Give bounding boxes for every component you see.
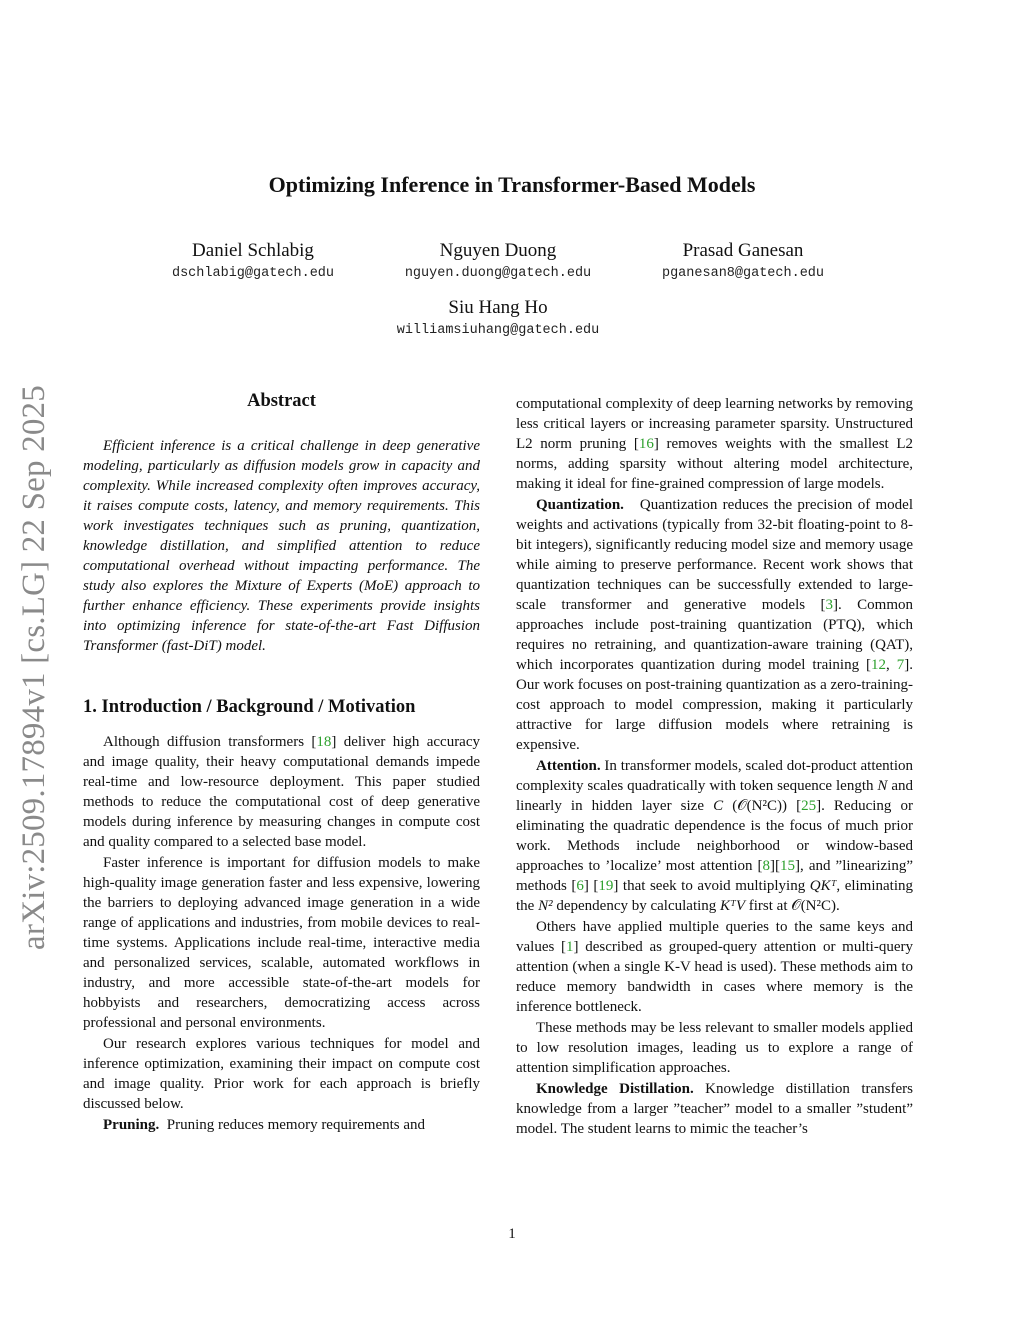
- author-email: williamsiuhang@gatech.edu: [396, 323, 600, 338]
- author-name: Daniel Schlabig: [192, 240, 314, 261]
- author-email: dschlabig@gatech.edu: [171, 266, 335, 281]
- citation-link[interactable]: 3: [825, 597, 833, 613]
- citation-link[interactable]: 15: [780, 858, 796, 874]
- quantization-paragraph: Quantization. Quantization reduces the precision of model weights and activations (typically from 32-bit floating-point to 8-bit integers), significantly reducing model size and memory usage while aiming to preserve performance. Recent work shows that quantization techniques can be successfully extended to large-scale transformer and generative models [3]. Common approaches include post-training quantization (PTQ), which requires no retraining, and quantization-aware training (QAT), which incorporates quantization during model training [12, 7]. Our work focuses on post-training quantization as a zero-training-cost approach to model compression, making it particularly attractive for large diffusion models where retraining is expensive.: [516, 497, 914, 753]
- citation-link[interactable]: 6: [576, 878, 584, 894]
- author-4: [358, 295, 638, 341]
- attention-heading: Attention.: [536, 758, 601, 774]
- abstract-heading: Abstract: [247, 391, 316, 411]
- intro-paragraph-2: Faster inference is important for diffusion models to make high-quality image generation faster and less expensive, lowering the barriers to deploying advanced image generation in a wide range of applications and industries, from mobile devices to real-time systems. Applications include real-time, interactive media and personalized services, scalable, automated workflows in industry, and more accessible state-of-the-art models for hobbyists and researchers, democratizing access across professional and personal environments.: [83, 855, 480, 1031]
- right-column: [516, 394, 913, 1140]
- citation-link[interactable]: 7: [896, 657, 905, 673]
- pruning-continued: computational complexity of deep learning networks by removing less critical layers or increasing parameter sparsity. Unstructured L2 norm pruning [16] removes weights with the smallest L2 norms, adding sparsity without altering model architecture, making it ideal for fine-grained compression of large models.: [516, 396, 913, 492]
- knowledge-distillation-heading: Knowledge Distillation.: [536, 1081, 694, 1097]
- others-paragraph: Others have applied multiple queries to the same keys and values [1] described as grouped-query attention or multi-query attention (when a single K-V head is used). These methods aim to reduce memory bandwidth in cases where memory is the inference bottleneck.: [516, 919, 913, 1015]
- author-3: [603, 238, 883, 284]
- author-1: [113, 238, 393, 284]
- author-row-2: [0, 298, 1024, 358]
- author-block: [0, 238, 1024, 358]
- author-name: Nguyen Duong: [439, 240, 557, 261]
- citation-link[interactable]: 12: [871, 657, 887, 673]
- citation-link[interactable]: 8: [762, 858, 771, 874]
- author-email: nguyen.duong@gatech.edu: [404, 266, 592, 281]
- intro-heading: 1. Introduction / Background / Motivation: [83, 697, 416, 717]
- page-number: 1: [508, 1226, 516, 1242]
- pruning-heading: Pruning.: [103, 1117, 160, 1133]
- pruning-paragraph: Pruning. Pruning reduces memory requirements and: [103, 1117, 426, 1133]
- these-methods-paragraph: These methods may be less relevant to smaller models applied to low resolution images, leading us to explore a range of attention simplification approaches.: [516, 1020, 913, 1076]
- citation-link[interactable]: 16: [638, 436, 654, 452]
- quantization-heading: Quantization.: [536, 497, 624, 513]
- author-email: pganesan8@gatech.edu: [661, 266, 825, 281]
- arxiv-side-stamp: [12, 372, 56, 962]
- knowledge-distillation-paragraph: Knowledge Distillation. Knowledge distillation transfers knowledge from a larger ”teacher” model to a smaller ”student” model. The student learns to mimic the teacher’s: [516, 1081, 913, 1137]
- left-column: [83, 388, 480, 1136]
- citation-link[interactable]: 18: [316, 734, 332, 750]
- author-name: Siu Hang Ho: [448, 297, 548, 318]
- intro-paragraph-3: Our research explores various techniques for model and inference optimization, examining their impact on compute cost and image quality. Prior work for each approach is briefly discussed below.: [83, 1036, 480, 1112]
- author-name: Prasad Ganesan: [682, 240, 804, 261]
- author-row-1: [0, 238, 1024, 298]
- attention-paragraph: Attention. In transformer models, scaled dot-product attention complexity scales quadratically with token sequence length N and linearly in hidden layer size C (𝒪(N²C)) [25]. Reducing or eliminating the quadratic dependence is the focus of much prior work. Methods include neighborhood or window-based approaches to ’localize’ most attention [8][15], and ”linearizing” methods [6] [19] that seek to avoid multiplying QKᵀ, eliminating the N² dependency by calculating KᵀV first at 𝒪(N²C).: [516, 758, 914, 914]
- abstract-text: Efficient inference is a critical challenge in deep generative modeling, particularly as diffusion models grow in capacity and complexity. While increased complexity often improves accuracy, it raises compute costs, latency, and memory requirements. This work investigates techniques such as pruning, quantization, knowledge distillation, and simplified attention to reduce computational overhead without impacting performance. The study also explores the Mixture of Experts (MoE) approach to further enhance efficiency. These experiments provide insights into optimizing inference for state-of-the-art Fast Diffusion Transformer (fast-DiT) model.: [83, 438, 480, 654]
- intro-paragraph-1: Although diffusion transformers [18] deliver high accuracy and image quality, their heavy computational demands impede real-time and low-resource deployment. This paper studied methods to reduce the computational cost of deep generative models during inference by measuring changes in compute cost and quality compared to a selected base model.: [83, 734, 480, 850]
- author-2: [358, 238, 638, 284]
- paper-title: Optimizing Inference in Transformer-Based Models: [268, 172, 756, 197]
- citation-link[interactable]: 25: [801, 798, 817, 814]
- citation-link[interactable]: 1: [566, 939, 574, 955]
- arxiv-identifier: arXiv:2509.17894v1 [cs.LG] 22 Sep 2025: [15, 384, 52, 950]
- citation-link[interactable]: 19: [598, 878, 614, 894]
